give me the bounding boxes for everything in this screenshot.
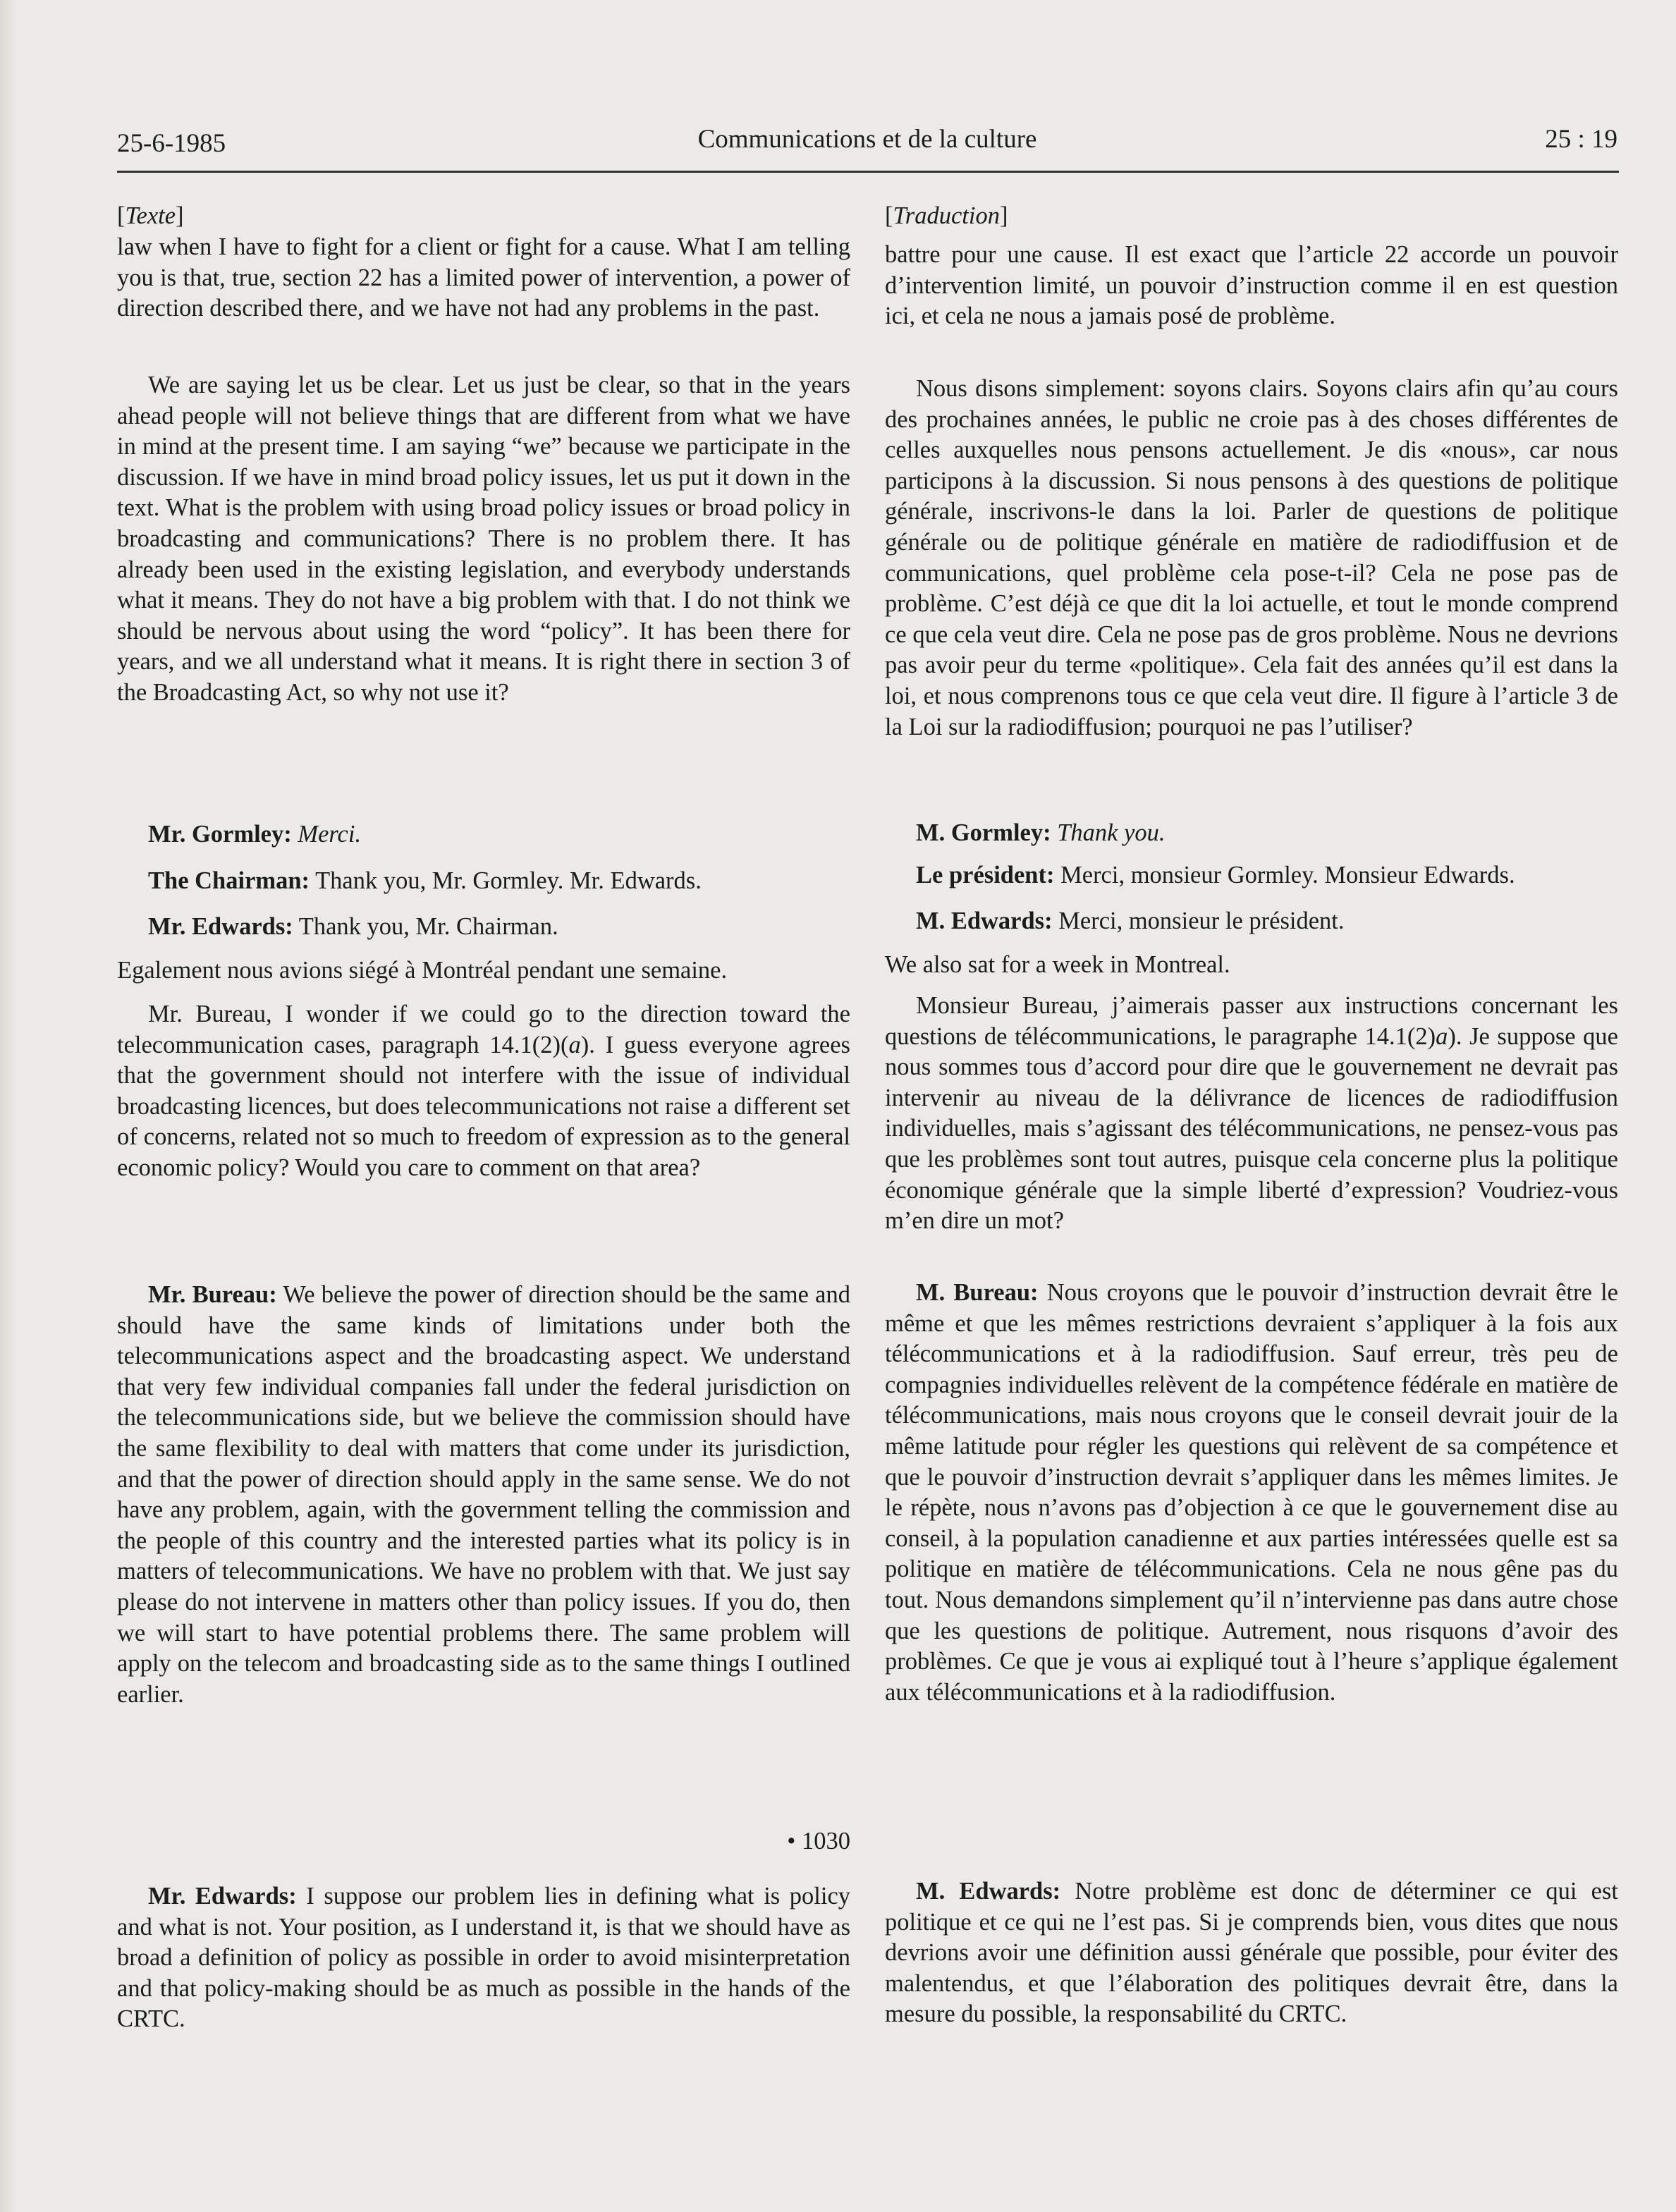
paragraph: Monsieur Bureau, j’aimerais passer aux instructions concernant les questions de télécommunications, le paragraphe 14.1(2)a). Je suppose que nous sommes tous d’accord pour dire que le gouvernement ne devrait pas intervenir au niveau de la délivrance de licences de radiodiffusion individuelles, mais s’agissant des télécommunications, ne pensez-vous pas que les problèmes sont tout autres, puisque cela concerne plus la politique économique générale que la simple liberté d’expression? Voudriez-vous m’en dire un mot? <box>885 992 1618 1235</box>
speaker-name: Le président: <box>916 862 1055 888</box>
speaker-name: M. Bureau: <box>916 1279 1039 1306</box>
speaker-name: Mr. Edwards: <box>148 913 293 940</box>
speech: M. Gormley: Thank you. <box>916 819 1166 846</box>
section-marker: [Texte] <box>117 202 184 229</box>
speaker-name: M. Edwards: <box>916 1878 1061 1905</box>
paragraph: Egalement nous avions siégé à Montréal pendant une semaine. <box>117 957 728 984</box>
speech: Mr. Bureau: We believe the power of direction should be the same and should have the same kinds of limitations under both the telecommunications aspect and the broadcasting aspect. We understand that very few individual companies fall under the federal jurisdiction on the telecommunications side, but we believe the commission should have the same flexibility to deal with matters that come under its jurisdiction, and that the power of direction should apply in the same sense. We do not have any problem, again, with the government telling the commission and the people of this country and the interested parties what its policy is in matters of telecommunications. We have no problem with that. We just say please do not intervene in matters other than policy issues. If you do, then we will start to have potential problems there. The same problem will apply on the telecom and broadcasting side as to the same things I outlined earlier. <box>117 1281 850 1708</box>
paragraph: Nous disons simplement: soyons clairs. Soyons clairs afin qu’au cours des prochaines années, le public ne croie pas à des choses différentes de celles auxquelles nous pensons actuellement. Je dis «nous», car nous participons à la discussion. Si nous pensons à des questions de politique générale, inscrivons-le dans la loi. Parler de questions de politique générale ou de politique générale en matière de radiodiffusion et de communications, quel problème cela pose-t-il? Cela ne pose pas de problème. C’est déjà ce que dit la loi actuelle, et tout le monde comprend ce que cela veut dire. Cela ne pose pas de gros problème. Nous ne devrions pas avoir peur du terme «politique». Cela fait des années qu’il est dans la loi, et nous comprenons tous ce que cela veut dire. Il figure à l’article 3 de la Loi sur la radiodiffusion; pourquoi ne pas l’utiliser? <box>885 375 1618 740</box>
speech: M. Bureau: Nous croyons que le pouvoir d’instruction devrait être le même et que les mêmes restrictions devraient s’appliquer à la fois aux télécommunications et à la radiodiffusion. Sauf erreur, très peu de compagnies individuelles relèvent de la compétence fédérale en matière de télécommunications, mais nous croyons que le conseil devrait jouir de la même latitude pour régler les questions qui relèvent de sa compétence et que le pouvoir d’instruction devrait s’appliquer dans les mêmes limites. Je le répète, nous n’avons pas d’objection à ce que le gouvernement dise au conseil, à la population canadienne et aux parties intéressées quelle est sa politique en matière de télécommunications. Cela ne nous gêne pas du tout. Nous demandons simplement qu’il n’intervienne pas dans autre chose que les questions de politique. Autrement, nous risquons d’avoir des problèmes. Ce que je vous ai expliqué tout à l’heure s’applique également aux télécommunications et à la radiodiffusion. <box>885 1279 1618 1706</box>
header-date: 25-6-1985 <box>117 129 226 158</box>
section-marker: [Traduction] <box>885 202 1008 229</box>
paragraph: We also sat for a week in Montreal. <box>885 951 1230 978</box>
paragraph: We are saying let us be clear. Let us just be clear, so that in the years ahead people will not believe things that are different from what we have in mind at the present time. I am saying “we” because we participate in the discussion. If we have in mind broad policy issues, let us put it down in the text. What is the problem with using broad policy issues or broad policy in broadcasting and communications? There is no problem there. It has already been used in the existing legislation, and everybody understands what it means. They do not have a big problem with that. I do not think we should be nervous about using the word “policy”. It has been there for years, and we all understand what it means. It is right there in section 3 of the Broadcasting Act, so why not use it? <box>117 372 850 706</box>
paragraph: Mr. Bureau, I wonder if we could go to the direction toward the telecommunication cases, paragraph 14.1(2)(a). I guess everyone agrees that the government should not interfere with the issue of individual broadcasting licences, but does telecommunications not raise a different set of concerns, related not so much to freedom of expression as to the general economic policy? Would you care to comment on that area? <box>117 1001 850 1181</box>
speech: Mr. Edwards: I suppose our problem lies in defining what is policy and what is not. Your position, as I understand it, is that we should have as broad a definition of policy as possible in order to avoid misinterpretation and that policy-making should be as much as possible in the hands of the CRTC. <box>117 1883 851 2033</box>
page-edge-shadow <box>0 0 16 2212</box>
speech: Mr. Edwards: Thank you, Mr. Chairman. <box>148 913 558 940</box>
speaker-name: M. Gormley: <box>916 819 1051 846</box>
speaker-name: Mr. Gormley: <box>148 821 292 848</box>
header-rule <box>117 171 1619 173</box>
paragraph: law when I have to fight for a client or fight for a cause. What I am telling you is that, true, section 22 has a limited power of intervention, a power of direction described there, and we have not had any problems in the past. <box>117 233 850 322</box>
speaker-name: Mr. Bureau: <box>148 1281 277 1308</box>
speech: M. Edwards: Merci, monsieur le président. <box>916 908 1345 934</box>
speech: The Chairman: Thank you, Mr. Gormley. Mr. Edwards. <box>148 867 702 894</box>
time-stamp: • 1030 <box>787 1828 850 1854</box>
header-title: Communications et de la culture <box>697 125 1037 154</box>
header-page-number: 25 : 19 <box>1545 125 1617 154</box>
speech: Mr. Gormley: Merci. <box>148 821 362 848</box>
speaker-name: Mr. Edwards: <box>148 1883 297 1909</box>
speaker-name: The Chairman: <box>148 867 310 894</box>
speaker-name: M. Edwards: <box>916 908 1053 934</box>
speech: M. Edwards: Notre problème est donc de déterminer ce qui est politique et ce qui ne l’est pas. Si je comprends bien, vous dites que nous devrions avoir une définition aussi générale que possible, pour éviter des malentendus, et que l’élaboration des politiques devrait être, dans la mesure du possible, la responsabilité du CRTC. <box>885 1878 1619 2028</box>
speech: Le président: Merci, monsieur Gormley. Monsieur Edwards. <box>916 862 1515 888</box>
page-header <box>117 124 1617 166</box>
paragraph: battre pour une cause. Il est exact que l’article 22 accorde un pouvoir d’intervention limité, un pouvoir d’instruction comme il en est question ici, et cela ne nous a jamais posé de problème. <box>885 241 1618 330</box>
